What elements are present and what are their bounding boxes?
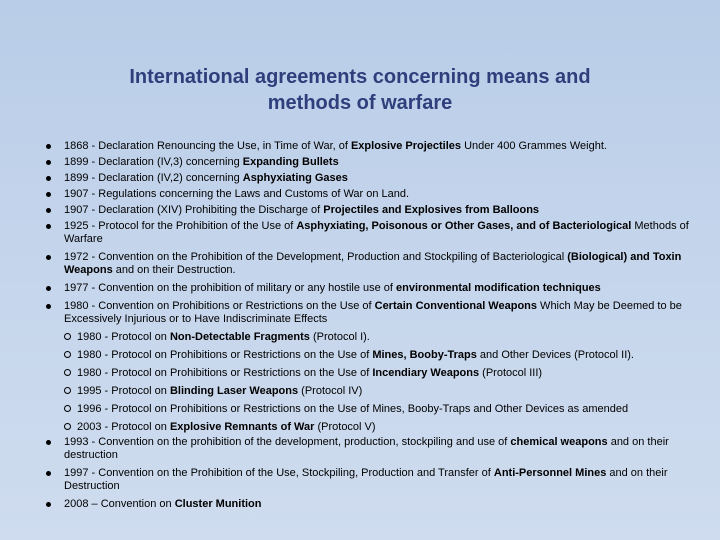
bullet-icon (46, 192, 51, 197)
list-item-1972: 1972 - Convention on the Prohibition of the Development, Production and Stockpiling of Bacteriological (Biological) and Toxin Weapons and on their Destruction. (0, 251, 720, 277)
list-item-1899-iv3: 1899 - Declaration (IV,3) concerning Expanding Bullets (0, 156, 720, 169)
list-item-1899-iv2: 1899 - Declaration (IV,2) concerning Asphyxiating Gases (0, 172, 720, 185)
bullet-icon (46, 440, 51, 445)
list-item-1980-convention: 1980 - Convention on Prohibitions or Restrictions on the Use of Certain Conventional Weapons Which May be Deemed to be Excessively Injurious or to Have Indiscriminate Effects (0, 300, 720, 326)
circle-bullet-icon (64, 405, 71, 412)
list-item-1993: 1993 - Convention on the prohibition of the development, production, stockpiling and use of chemical weapons and on their destruction (0, 436, 720, 462)
bullet-icon (46, 286, 51, 291)
bullet-icon (46, 208, 51, 213)
list-item-1868: 1868 - Declaration Renouncing the Use, in Time of War, of Explosive Projectiles Under 400 Grammes Weight. (0, 140, 720, 153)
sub-item-protocol-v: 2003 - Protocol on Explosive Remnants of War (Protocol V) (0, 421, 720, 434)
bullet-icon (46, 176, 51, 181)
list-item-2008: 2008 – Convention on Cluster Munition (0, 498, 720, 511)
bullet-icon (46, 471, 51, 476)
sub-item-protocol-iii: 1980 - Protocol on Prohibitions or Restrictions on the Use of Incendiary Weapons (Protocol III) (0, 367, 720, 380)
sub-item-protocol-i: 1980 - Protocol on Non-Detectable Fragments (Protocol I). (0, 331, 720, 344)
sub-item-protocol-iv: 1995 - Protocol on Blinding Laser Weapons (Protocol IV) (0, 385, 720, 398)
circle-bullet-icon (64, 351, 71, 358)
sub-item-protocol-ii: 1980 - Protocol on Prohibitions or Restrictions on the Use of Mines, Booby-Traps and Other Devices (Protocol II). (0, 349, 720, 362)
list-item-1977: 1977 - Convention on the prohibition of military or any hostile use of environmental modification techniques (0, 282, 720, 295)
page-title (60, 64, 660, 116)
list-item-1907-declaration: 1907 - Declaration (XIV) Prohibiting the Discharge of Projectiles and Explosives from Balloons (0, 204, 720, 217)
circle-bullet-icon (64, 333, 71, 340)
bullet-icon (46, 255, 51, 260)
circle-bullet-icon (64, 369, 71, 376)
circle-bullet-icon (64, 423, 71, 430)
bullet-icon (46, 144, 51, 149)
title-line-1: International agreements concerning means and (129, 66, 591, 88)
bullet-icon (46, 160, 51, 165)
title-line-2: methods of warfare (267, 92, 453, 114)
agreements-list (0, 140, 720, 511)
list-item-1925: 1925 - Protocol for the Prohibition of the Use of Asphyxiating, Poisonous or Other Gases, and of Bacteriological Methods of Warfare (0, 220, 720, 246)
bullet-icon (46, 224, 51, 229)
bullet-icon (46, 304, 51, 309)
bullet-icon (46, 502, 51, 507)
list-item-1997: 1997 - Convention on the Prohibition of the Use, Stockpiling, Production and Transfer of Anti-Personnel Mines and on their Destruction (0, 467, 720, 493)
sub-item-protocol-ii-amended: 1996 - Protocol on Prohibitions or Restrictions on the Use of Mines, Booby-Traps and Other Devices as amended (0, 403, 720, 416)
circle-bullet-icon (64, 387, 71, 394)
list-item-1907-regulations: 1907 - Regulations concerning the Laws and Customs of War on Land. (0, 188, 720, 201)
